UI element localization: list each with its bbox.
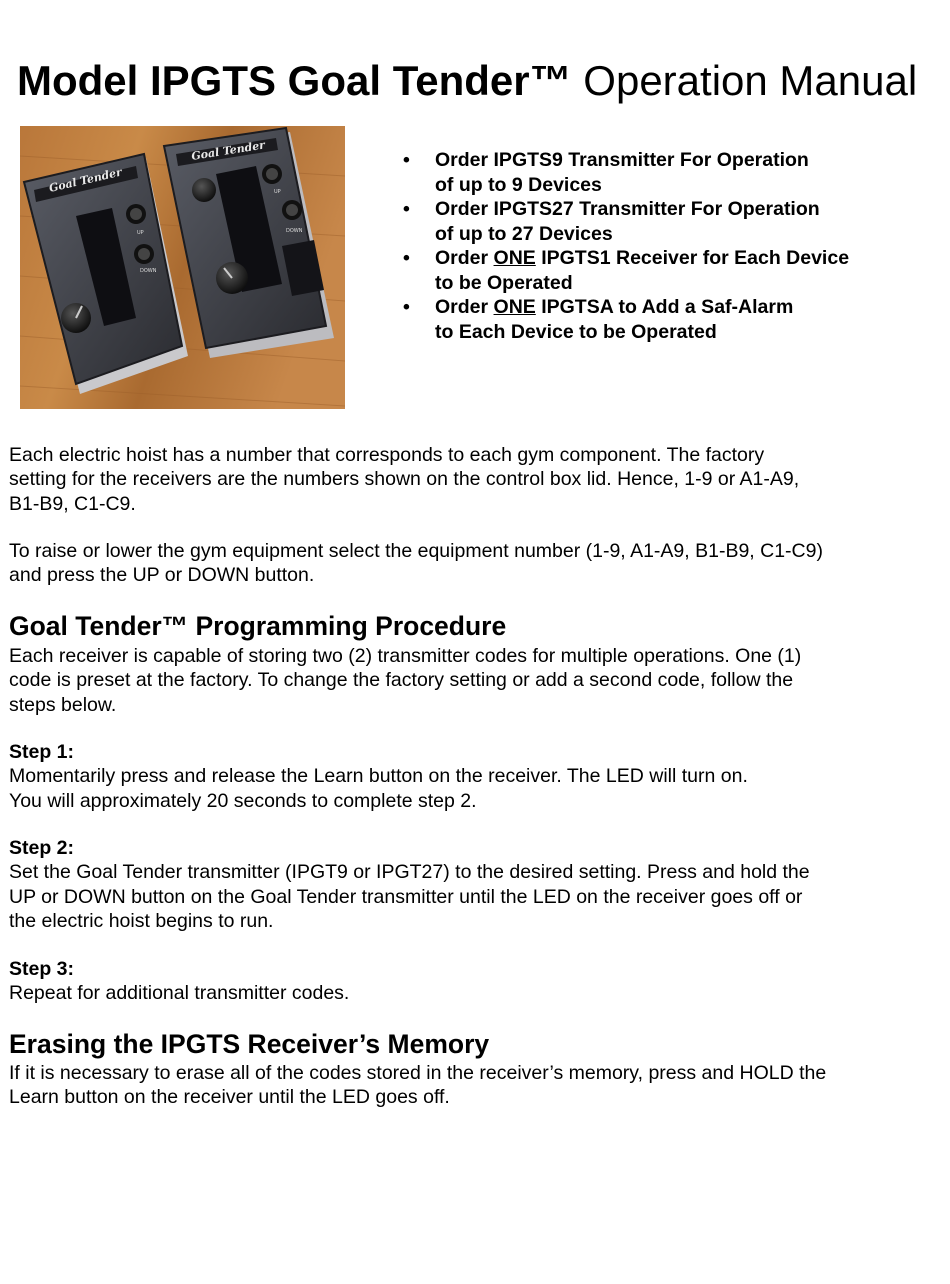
step-label: Step 2:	[9, 837, 75, 859]
programming-paragraph	[9, 644, 924, 717]
order-emphasis: ONE	[493, 247, 536, 269]
step-3	[9, 957, 924, 1006]
right-device-label: Goal Tender	[190, 138, 266, 163]
left-up-label: UP	[137, 230, 144, 236]
order-line-2: to Each Device to be Operated	[435, 320, 717, 343]
erasing-paragraph	[9, 1061, 924, 1110]
right-down-label: DOWN	[286, 228, 303, 234]
programming-heading: Goal Tender™ Programming Procedure	[9, 611, 507, 641]
order-text: IPGTSA to Add a Saf-Alarm	[535, 296, 794, 318]
product-photo	[20, 126, 345, 409]
text-line: Each receiver is capable of storing two (2) transmitter codes for multiple operations. One (1)	[9, 645, 802, 667]
text-line: code is preset at the factory. To change the factory setting or add a second code, follow the	[9, 669, 794, 692]
order-emphasis: ONE	[493, 296, 536, 318]
order-line-1	[435, 246, 921, 271]
text-line: the electric hoist begins to run.	[9, 909, 274, 932]
text-line: You will approximately 20 seconds to complete step 2.	[9, 789, 477, 812]
text-line: Learn button on the receiver until the LED goes off.	[9, 1086, 450, 1109]
text-line: Repeat for additional transmitter codes.	[9, 982, 350, 1005]
text-line: setting for the receivers are the numbers shown on the control box lid. Hence, 1-9 or A1-A9,	[9, 468, 800, 491]
order-line-2: of up to 9 Devices	[435, 173, 602, 196]
order-text: IPGTS1 Receiver for Each Device	[535, 247, 850, 269]
list-item	[401, 246, 921, 295]
list-item	[401, 148, 921, 197]
title-bold: Model IPGTS Goal Tender™	[17, 57, 572, 104]
step-1	[9, 740, 924, 813]
text-line: If it is necessary to erase all of the codes stored in the receiver’s memory, press and HOLD the	[9, 1062, 827, 1084]
text-line: and press the UP or DOWN button.	[9, 564, 315, 587]
text-line: Momentarily press and release the Learn button on the receiver. The LED will turn on.	[9, 765, 748, 788]
title-rest: Operation Manual	[571, 57, 918, 104]
raise-paragraph	[9, 539, 924, 588]
erasing-heading: Erasing the IPGTS Receiver’s Memory	[9, 1029, 490, 1059]
text-line: Each electric hoist has a number that corresponds to each gym component. The factory	[9, 444, 765, 466]
text-line: steps below.	[9, 693, 117, 716]
order-line-2: of up to 27 Devices	[435, 222, 613, 245]
list-item	[401, 295, 921, 344]
text-line: UP or DOWN button on the Goal Tender transmitter until the LED on the receiver goes off or	[9, 885, 803, 908]
order-line-1	[435, 295, 921, 320]
text-line: Set the Goal Tender transmitter (IPGT9 or IPGT27) to the desired setting. Press and hold the	[9, 861, 810, 884]
left-down-label: DOWN	[140, 268, 157, 274]
step-label: Step 1:	[9, 741, 75, 763]
order-line-1: • Order IPGTS27 Transmitter For Operation	[435, 198, 820, 220]
text-line: To raise or lower the gym equipment select the equipment number (1-9, A1-A9, B1-B9, C1-C9)	[9, 540, 823, 562]
list-item	[401, 197, 921, 246]
order-line-1: • Order IPGTS9 Transmitter For Operation	[435, 149, 809, 171]
page-title	[17, 56, 917, 106]
right-up-label: UP	[274, 189, 281, 195]
order-text: Order	[435, 296, 494, 318]
order-line-2: to be Operated	[435, 271, 573, 294]
intro-paragraph	[9, 443, 924, 516]
text-line: B1-B9, C1-C9.	[9, 492, 136, 515]
left-device-label: Goal Tender	[47, 165, 124, 195]
order-list	[401, 148, 921, 344]
step-label: Step 3:	[9, 958, 75, 980]
step-2	[9, 836, 924, 933]
order-text: Order	[435, 247, 494, 269]
